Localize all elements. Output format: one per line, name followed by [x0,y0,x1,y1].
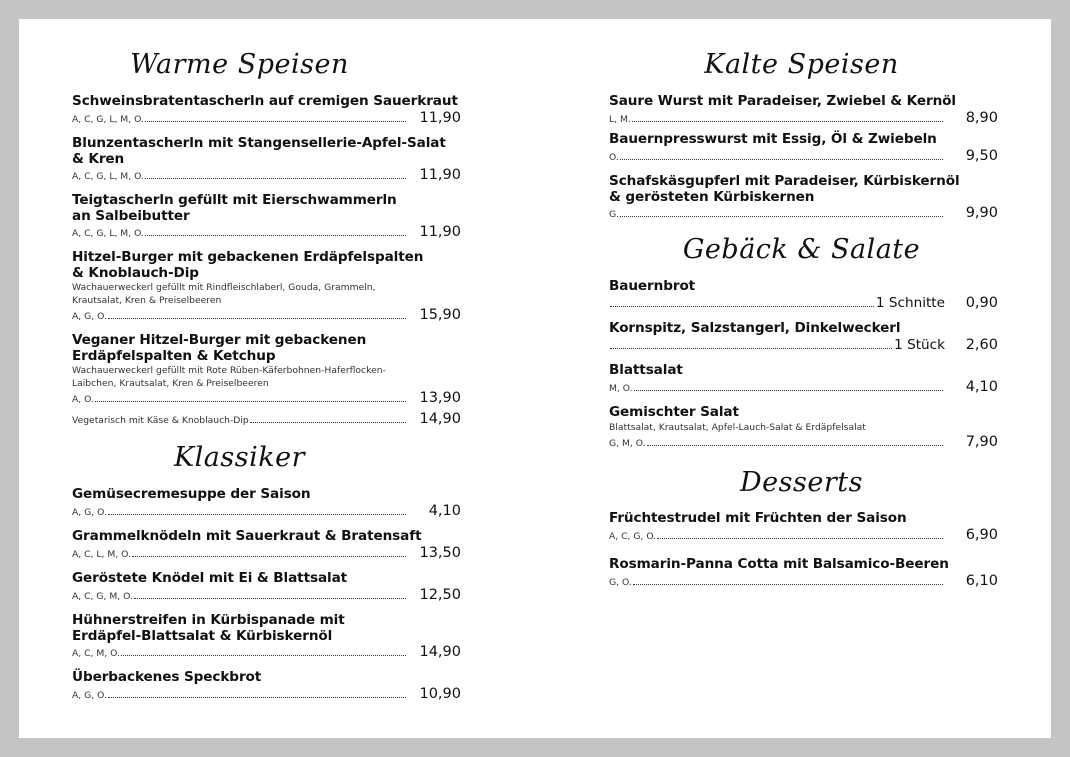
item-title: Schweinsbratentascherln auf cremigen Sauerkraut [72,93,458,109]
item-description: Blattsalat, Krautsalat, Apfel-Lauch-Salat & Erdäpfelsalat [609,421,866,433]
dot-leader [145,121,406,122]
dot-leader [250,422,406,423]
allergen-codes: O. [609,151,619,163]
item-title: Überbackenes Speckbrot [72,669,262,685]
allergen-codes: L, M. [609,113,631,125]
item-price: 2,60 [965,336,998,353]
item-price: 6,90 [965,526,998,543]
item-title: Hitzel-Burger mit gebackenen Erdäpfelspalten [72,249,424,265]
item-price: 11,90 [419,109,461,126]
menu-item-variant [72,411,461,426]
allergen-codes: G. [609,209,620,220]
dot-leader [121,655,406,656]
menu-item [609,279,998,310]
menu-item [609,363,998,394]
item-title-line2: & gerösteten Kürbiskernen [609,188,815,205]
item-title: Rosmarin-Panna Cotta mit Balsamico-Beeren [609,556,949,572]
menu-item [72,529,461,560]
menu-item [609,405,998,449]
item-price: 0,90 [965,294,998,311]
item-price: 4,10 [428,502,461,519]
dot-leader [632,121,943,122]
item-title-line2: Erdäpfel-Blattsalat & Kürbiskernöl [72,627,333,644]
item-title: Veganer Hitzel-Burger mit gebackenen [72,332,367,348]
allergen-codes: M, O. [609,382,633,394]
dot-leader [634,390,943,391]
dot-leader [132,556,406,557]
section-heading-gebaeck-salate: Gebäck & Salate [682,234,921,265]
allergen-codes: A, C, G, O. [609,530,657,542]
allergen-codes: G, M, O. [609,437,646,449]
item-description: Wachauerweckerl gefüllt mit Rote Rüben-Käferbohnen-Haferflocken- [72,365,386,376]
dot-leader [95,401,406,402]
menu-item [609,557,998,588]
dot-leader [657,538,943,539]
allergen-codes: G, O. [609,576,632,588]
item-unit: 1 Stück [894,336,945,353]
dot-leader [620,216,943,217]
menu-item [72,487,461,518]
item-title: Gemischter Salat [609,404,739,420]
dot-leader [108,318,406,319]
allergen-codes: A, G, O. [72,311,107,322]
menu-page [19,19,1051,738]
menu-item [609,174,998,220]
item-price: 6,10 [965,572,998,589]
allergen-codes: A, G, O. [72,506,107,518]
dot-leader [145,178,406,179]
item-description-line2: Krautsalat, Kren & Preiselbeeren [72,295,222,306]
item-title: Schafskäsgupferl mit Paradeiser, Kürbiskernöl [609,173,960,189]
allergen-codes: A, C, G, M, O. [72,590,133,602]
menu-item [609,321,998,352]
item-title: Früchtestrudel mit Früchten der Saison [609,510,907,526]
item-title-line2: Erdäpfelspalten & Ketchup [72,347,276,364]
item-title: Grammelknödeln mit Sauerkraut & Bratensaft [72,528,422,544]
item-price: 8,90 [965,109,998,126]
item-price: 14,90 [419,644,461,660]
allergen-codes: A, C, G, L, M, O. [72,113,144,125]
dot-leader [647,445,943,446]
item-title: Blattsalat [609,362,683,378]
item-title-line2: & Knoblauch-Dip [72,264,199,281]
dot-leader [145,235,406,236]
item-title: Bauernbrot [609,278,696,294]
item-price: 15,90 [419,307,461,323]
menu-item [72,670,461,701]
item-variant-label: Vegetarisch mit Käse & Knoblauch-Dip [72,415,249,426]
menu-item [72,193,461,239]
section-heading-kalte-speisen: Kalte Speisen [704,49,899,80]
allergen-codes: A, C, M, O. [72,648,120,659]
item-unit: 1 Schnitte [875,294,945,311]
menu-item [609,511,998,542]
item-price: 14,90 [419,411,461,427]
item-price: 13,50 [419,544,461,561]
allergen-codes: A, C, G, L, M, O. [72,228,144,239]
menu-item [72,94,461,125]
menu-item [609,94,998,125]
allergen-codes: A, C, G, L, M, O. [72,171,144,182]
menu-item [72,333,461,405]
dot-leader [108,514,406,515]
allergen-codes: A, G, O. [72,689,107,701]
item-title: Saure Wurst mit Paradeiser, Zwiebel & Kernöl [609,93,956,109]
menu-item [72,613,461,659]
menu-item [609,132,998,163]
item-description: Wachauerweckerl gefüllt mit Rindfleischlaberl, Gouda, Grammeln, [72,282,376,293]
item-title: Geröstete Knödel mit Ei & Blattsalat [72,570,348,586]
item-description-line2: Laibchen, Krautsalat, Kren & Preiselbeeren [72,378,269,389]
section-heading-warme-speisen: Warme Speisen [130,49,349,80]
dot-leader [134,598,406,599]
item-price: 12,50 [419,586,461,603]
item-price: 9,50 [965,147,998,164]
item-title: Gemüsecremesuppe der Saison [72,486,311,502]
item-title: Teigtascherln gefüllt mit Eierschwammerln [72,192,397,208]
item-title: Bauernpresswurst mit Essig, Öl & Zwiebeln [609,131,937,147]
item-price: 11,90 [419,167,461,183]
section-heading-desserts: Desserts [740,467,863,498]
item-title: Kornspitz, Salzstangerl, Dinkelweckerl [609,320,901,336]
allergen-codes: A, O. [72,394,94,405]
menu-item [72,571,461,602]
dot-leader [610,348,892,349]
item-price: 11,90 [419,224,461,240]
item-price: 13,90 [419,390,461,406]
allergen-codes: A, C, L, M, O. [72,548,131,560]
dot-leader [633,584,943,585]
item-price: 10,90 [419,685,461,702]
item-title-line2: & Kren [72,150,125,167]
item-title: Blunzentascherln mit Stangensellerie-Apfel-Salat [72,135,446,151]
item-price: 9,90 [965,205,998,221]
section-heading-klassiker: Klassiker [174,442,305,473]
dot-leader [620,159,943,160]
item-title: Hühnerstreifen in Kürbispanade mit [72,612,345,628]
item-price: 4,10 [965,378,998,395]
dot-leader [108,697,406,698]
item-price: 7,90 [965,433,998,450]
item-title-line2: an Salbeibutter [72,207,190,224]
dot-leader [610,306,874,307]
menu-item [72,136,461,182]
menu-item [72,250,461,322]
